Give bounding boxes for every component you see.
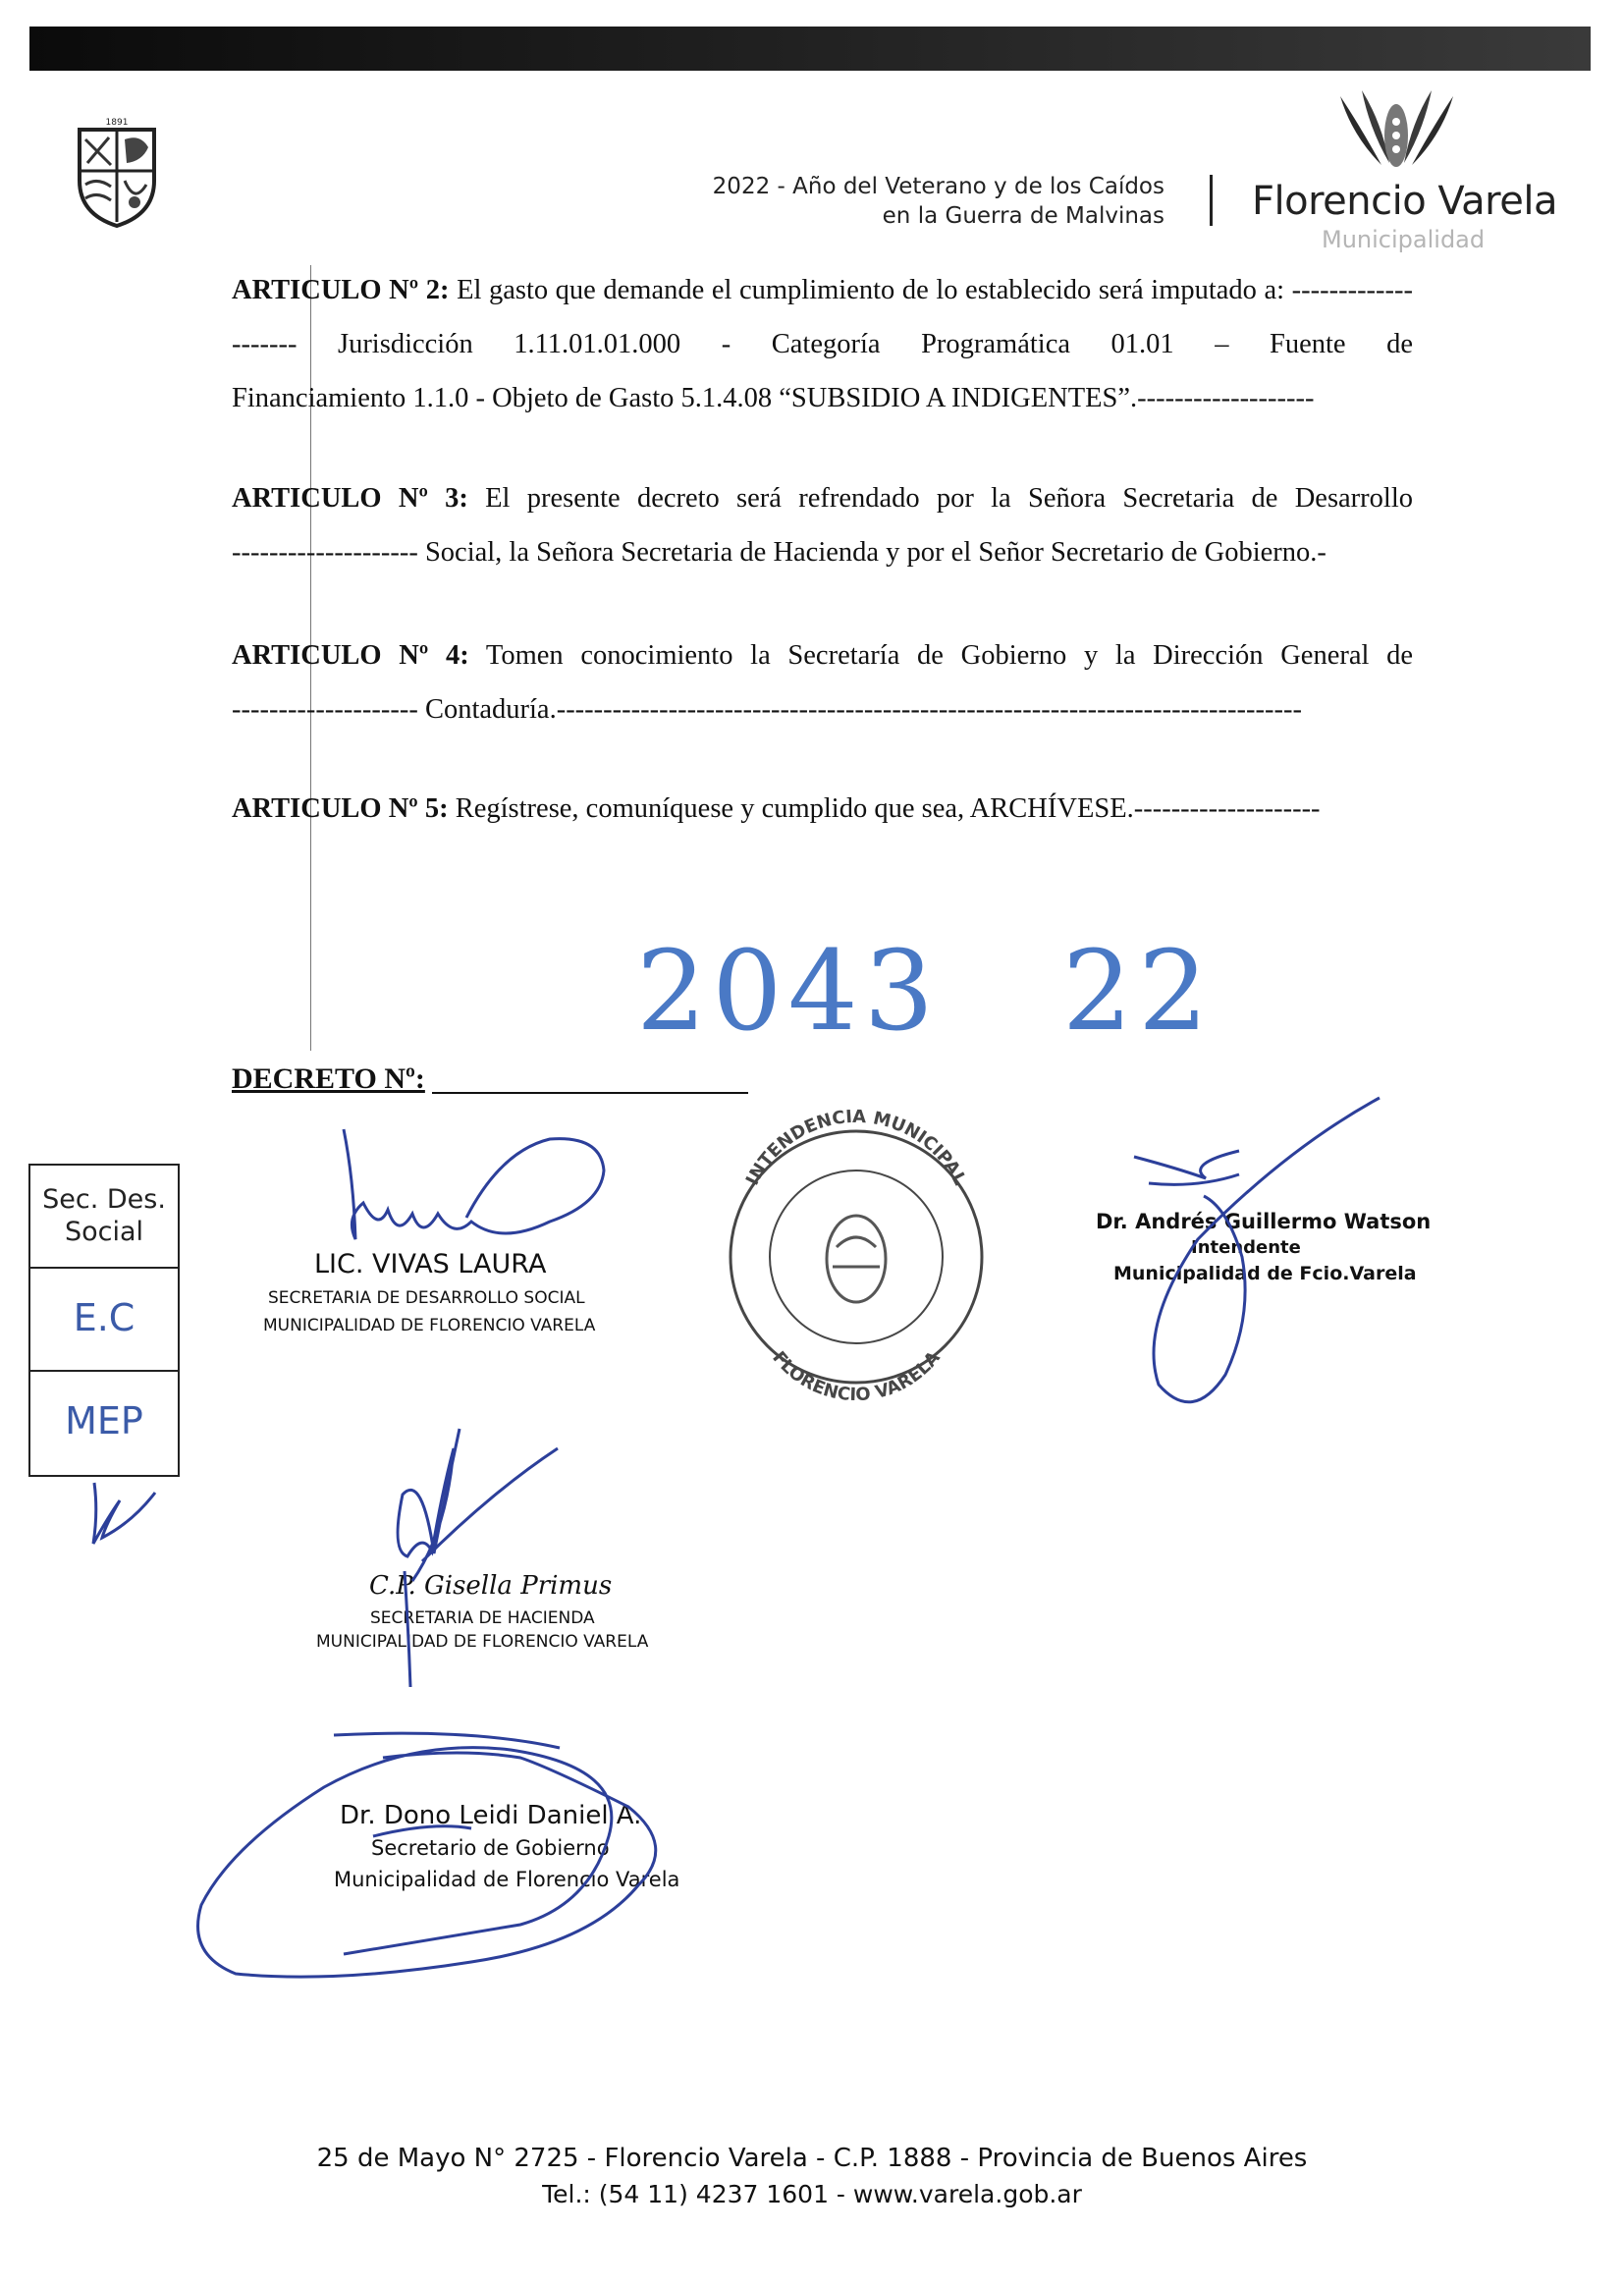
commemorative-year-text xyxy=(713,172,1164,231)
article-heading: ARTICULO Nº 4 xyxy=(232,640,460,671)
article-text-end: -------------------- Social, la Señora Secretaria de Hacienda y por el Señor Secretario de Gobierno.- xyxy=(232,537,1326,568)
decree-number-stamp: 2043 22 xyxy=(636,928,1215,1056)
seal-top-text: INTENDENCIA MUNICIPAL xyxy=(741,1106,971,1189)
municipal-crest-icon xyxy=(74,116,160,230)
brand-subtitle: Municipalidad xyxy=(1322,226,1486,253)
box-label-cell xyxy=(30,1166,178,1269)
svg-text:FLORENCIO VARELA xyxy=(768,1347,945,1405)
hacienda-signer-role: SECRETARIA DE HACIENDA xyxy=(370,1608,595,1628)
hacienda-signer-name: C.P. Gisella Primus xyxy=(369,1571,613,1601)
header-divider xyxy=(1210,175,1213,226)
article-text: El gasto que demande el cumplimiento de lo establecido será imputado a: -------------------- Jurisdicción 1.11.01.01.000 - Categoría Programática 01.01 – Fuente de xyxy=(232,275,1414,359)
article-text-end: -------------------- Contaduría.-------------------------------------------------------------------------------- xyxy=(232,694,1302,725)
social-signer-name: LIC. VIVAS LAURA xyxy=(314,1249,547,1279)
handwritten-initials-1: E.C xyxy=(73,1296,135,1339)
box-label: Sec. Des. Social xyxy=(42,1184,166,1247)
year-line-1: 2022 - Año del Veterano y de los Caídos xyxy=(712,174,1164,199)
decreto-underline xyxy=(432,1092,748,1094)
brand-name: Florencio Varela xyxy=(1252,179,1557,224)
gobierno-signer-role: Secretario de Gobierno xyxy=(371,1836,610,1860)
article-heading: ARTICULO Nº 5 xyxy=(232,793,440,824)
florencio-varela-logo-icon xyxy=(1330,86,1463,175)
article-3: ARTICULO Nº 3: El presente decreto será refrendado por la Señora Secretaria de Desarrollo -------------------- Social, la Señora Secretaria de Hacienda y por el Señor Secretario de Gobierno.- xyxy=(232,471,1413,579)
municipal-seal xyxy=(731,1107,982,1405)
article-heading: ARTICULO Nº 3 xyxy=(232,483,460,514)
hacienda-signer-org: MUNICIPALIDAD DE FLORENCIO VARELA xyxy=(316,1632,649,1652)
article-2: ARTICULO Nº 2: El gasto que demande el cumplimiento de lo establecido será imputado a: -------------------- Jurisdicción 1.11.01.01.000 - Categoría Programática 01.01 – Fuente de Financiamiento 1.1.0 - Objeto de Gasto 5.1.4.08 “SUBSIDIO A INDIGENTES”.------------------- xyxy=(232,263,1413,425)
box-initials-cell-1 xyxy=(30,1269,178,1372)
article-5: ARTICULO Nº 5: Regístrese, comuníquese y cumplido que sea, ARCHÍVESE.-------------------- xyxy=(232,793,1321,824)
year-line-2: en la Guerra de Malvinas xyxy=(882,203,1164,229)
initials-box xyxy=(28,1164,180,1477)
seal-bottom-text: FLORENCIO VARELA xyxy=(768,1347,945,1406)
gobierno-signer-name: Dr. Dono Leidi Daniel A. xyxy=(340,1801,642,1830)
article-text-end: Financiamiento 1.1.0 - Objeto de Gasto 5.1.4.08 “SUBSIDIO A INDIGENTES”.------------------- xyxy=(232,383,1315,413)
footer-contact: Tel.: (54 11) 4237 1601 - www.varela.gob.ar xyxy=(542,2180,1082,2208)
article-heading: ARTICULO Nº 2 xyxy=(232,275,440,305)
article-text: El presente decreto será refrendado por la Señora Secretaria de Desarrollo xyxy=(485,483,1414,514)
article-text: Regístrese, comuníquese y cumplido que sea, ARCHÍVESE.-------------------- xyxy=(455,793,1321,824)
social-signature xyxy=(344,1129,604,1239)
footer-address: 25 de Mayo N° 2725 - Florencio Varela - C.P. 1888 - Provincia de Buenos Aires xyxy=(316,2144,1308,2173)
box-initials-cell-2 xyxy=(30,1372,178,1473)
svg-text:INTENDENCIA MUNICIPAL xyxy=(742,1107,970,1189)
article-4: ARTICULO Nº 4: Tomen conocimiento la Secretaría de Gobierno y la Dirección General de -------------------- Contaduría.-------------------------------------------------------------------------------- xyxy=(232,628,1413,736)
top-scan-bar xyxy=(29,27,1591,71)
intendente-role: Intendente xyxy=(1191,1237,1301,1258)
social-signer-org: MUNICIPALIDAD DE FLORENCIO VARELA xyxy=(263,1316,596,1335)
article-text: Tomen conocimiento la Secretaría de Gobierno y la Dirección General de xyxy=(485,640,1413,671)
handwritten-initials-2: MEP xyxy=(65,1399,143,1442)
crest-year: 1891 xyxy=(105,118,129,128)
intendente-name: Dr. Andrés Guillermo Watson xyxy=(1096,1210,1432,1233)
gobierno-signer-org: Municipalidad de Florencio Varela xyxy=(334,1868,680,1891)
decreto-label: DECRETO Nº: xyxy=(232,1062,425,1095)
intendente-org: Municipalidad de Fcio.Varela xyxy=(1113,1263,1417,1284)
social-signer-role: SECRETARIA DE DESARROLLO SOCIAL xyxy=(268,1288,585,1308)
box-initials-flourish xyxy=(93,1483,155,1544)
